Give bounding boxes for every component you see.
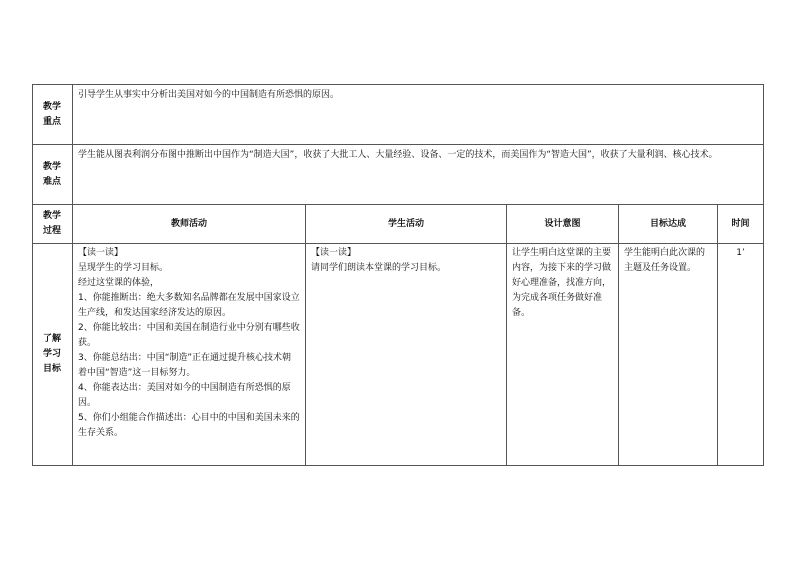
key-point-label-line1: 教学 [43, 101, 62, 112]
stage-row [33, 244, 764, 466]
difficult-point-text: 学生能从图表利润分布图中推断出中国作为“制造大国”，收获了大批工人、大量经验、设备、一定的技术，而美国作为“智造大国”，收获了大量利润、核心技术。 [78, 150, 718, 160]
teacher-line: 呈现学生的学习目标。 [78, 263, 169, 273]
teacher-activity-cell [73, 244, 306, 466]
header-student-activity: 学生活动 [306, 205, 507, 244]
goal-achievement-text: 学生能明白此次课的主题及任务设置。 [624, 248, 706, 273]
key-point-text: 引导学生从事实中分析出美国对如今的中国制造有所恐惧的原因。 [78, 90, 340, 100]
header-time: 时间 [718, 205, 764, 244]
time-text: 1’ [736, 248, 745, 258]
student-line: 请同学们朗读本堂课的学习目标。 [311, 263, 447, 273]
key-point-row [33, 85, 764, 145]
stage-label-line2: 学习 [43, 349, 62, 359]
process-label [33, 205, 73, 244]
process-header-row [33, 205, 764, 244]
stage-label-line3: 目标 [43, 364, 62, 374]
teacher-line: 【读一读】 [78, 248, 124, 258]
difficult-point-content [73, 145, 764, 205]
difficult-point-label [33, 145, 73, 205]
difficult-point-label-line1: 教学 [43, 161, 62, 172]
teacher-line: 2、你能比较出：中国和美国在制造行业中分别有哪些收获。 [78, 323, 300, 348]
teacher-line: 3、你能总结出：中国“制造”正在通过提升核心技术朝着中国“智造”这一目标努力。 [78, 353, 292, 378]
header-design-intent: 设计意图 [507, 205, 619, 244]
key-point-label-line2: 重点 [43, 116, 62, 127]
time-cell [718, 244, 764, 466]
teacher-line: 5、你们小组能合作描述出：心目中的中国和美国未来的生存关系。 [78, 413, 300, 438]
key-point-label [33, 85, 73, 145]
header-goal-achievement: 目标达成 [619, 205, 718, 244]
lesson-plan-table [32, 84, 764, 466]
student-line: 【读一读】 [311, 248, 357, 258]
teacher-line: 经过这堂课的体验， [78, 278, 160, 288]
key-point-content [73, 85, 764, 145]
teacher-line: 4、你能表达出：美国对如今的中国制造有所恐惧的原因。 [78, 383, 291, 408]
header-teacher-activity: 教师活动 [73, 205, 306, 244]
stage-label [33, 244, 73, 466]
design-intent-text: 让学生明白这堂课的主要内容，为接下来的学习做好心理准备，找准方向，为完成各项任务做好准备。 [512, 248, 612, 318]
process-label-line2: 过程 [43, 226, 62, 236]
teacher-line: 1、你能推断出：绝大多数知名品牌都在发展中国家设立生产线，和发达国家经济发达的原因。 [78, 293, 300, 318]
goal-achievement-cell [619, 244, 718, 466]
process-label-line1: 教学 [43, 211, 62, 221]
stage-label-line1: 了解 [43, 334, 62, 344]
student-activity-cell [306, 244, 507, 466]
difficult-point-row [33, 145, 764, 205]
design-intent-cell [507, 244, 619, 466]
difficult-point-label-line2: 难点 [43, 176, 62, 187]
